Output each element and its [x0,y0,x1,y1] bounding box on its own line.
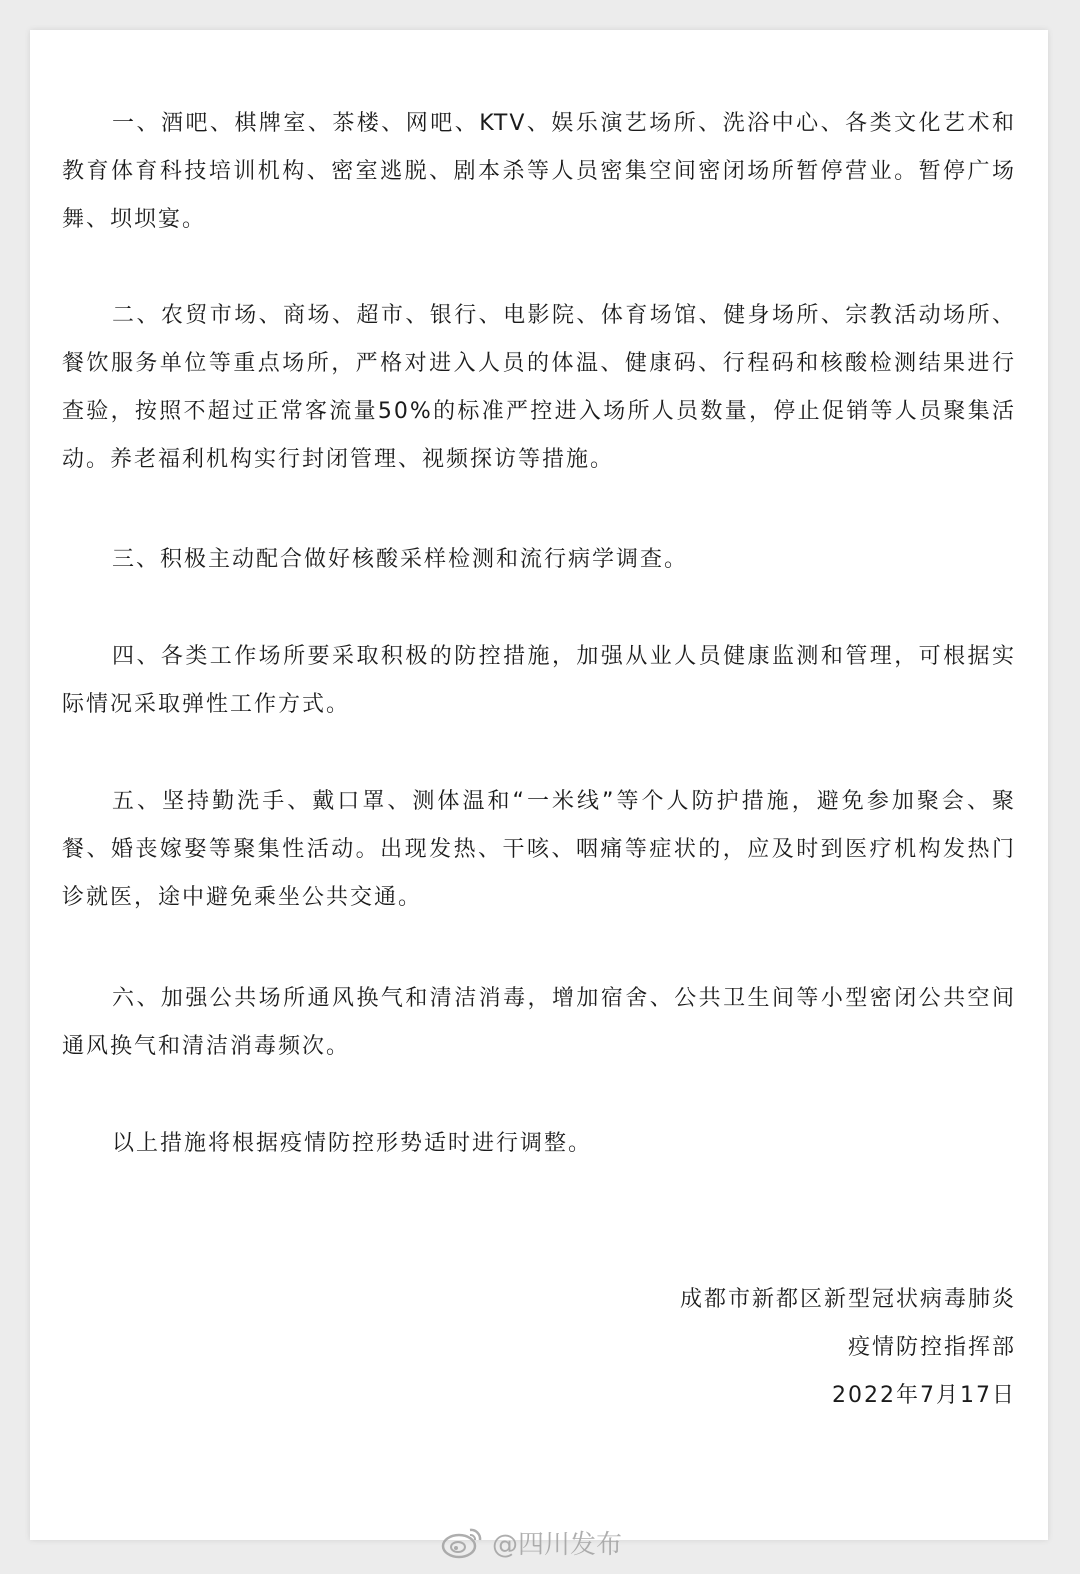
issue-date: 2022年7月17日 [832,1383,1016,1408]
weibo-watermark [440,1520,622,1564]
issuer-line-2: 疫情防控指挥部 [847,1335,1016,1360]
weibo-logo-icon [440,1524,484,1560]
paragraph-4: 四、各类工作场所要采取积极的防控措施，加强从业人员健康监测和管理，可根据实际情况采取弹性工作方式。 [62,644,1016,717]
notice-document [30,30,1048,1540]
paragraph-5: 五、坚持勤洗手、戴口罩、测体温和“一米线”等个人防护措施，避免参加聚会、聚餐、婚丧嫁娶等聚集性活动。出现发热、干咳、咽痛等症状的，应及时到医疗机构发热门诊就医，途中避免乘坐公共交通。 [62,789,1016,910]
watermark-text: @四川发布 [492,1529,623,1560]
paragraph-6: 六、加强公共场所通风换气和清洁消毒，增加宿舍、公共卫生间等小型密闭公共空间通风换气和清洁消毒频次。 [62,986,1016,1059]
paragraph-1: 一、酒吧、棋牌室、茶楼、网吧、KTV、娱乐演艺场所、洗浴中心、各类文化艺术和教育体育科技培训机构、密室逃脱、剧本杀等人员密集空间密闭场所暂停营业。暂停广场舞、坝坝宴。 [62,111,1016,232]
issuer-line-1: 成都市新都区新型冠状病毒肺炎 [679,1287,1016,1312]
closing-paragraph: 以上措施将根据疫情防控形势适时进行调整。 [112,1131,593,1156]
paragraph-3: 三、积极主动配合做好核酸采样检测和流行病学调查。 [112,547,689,572]
paragraph-2: 二、农贸市场、商场、超市、银行、电影院、体育场馆、健身场所、宗教活动场所、餐饮服务单位等重点场所，严格对进入人员的体温、健康码、行程码和核酸检测结果进行查验，按照不超过正常客流量50%的标准严控进入场所人员数量，停止促销等人员聚集活动。养老福利机构实行封闭管理、视频探访等措施。 [62,303,1016,472]
